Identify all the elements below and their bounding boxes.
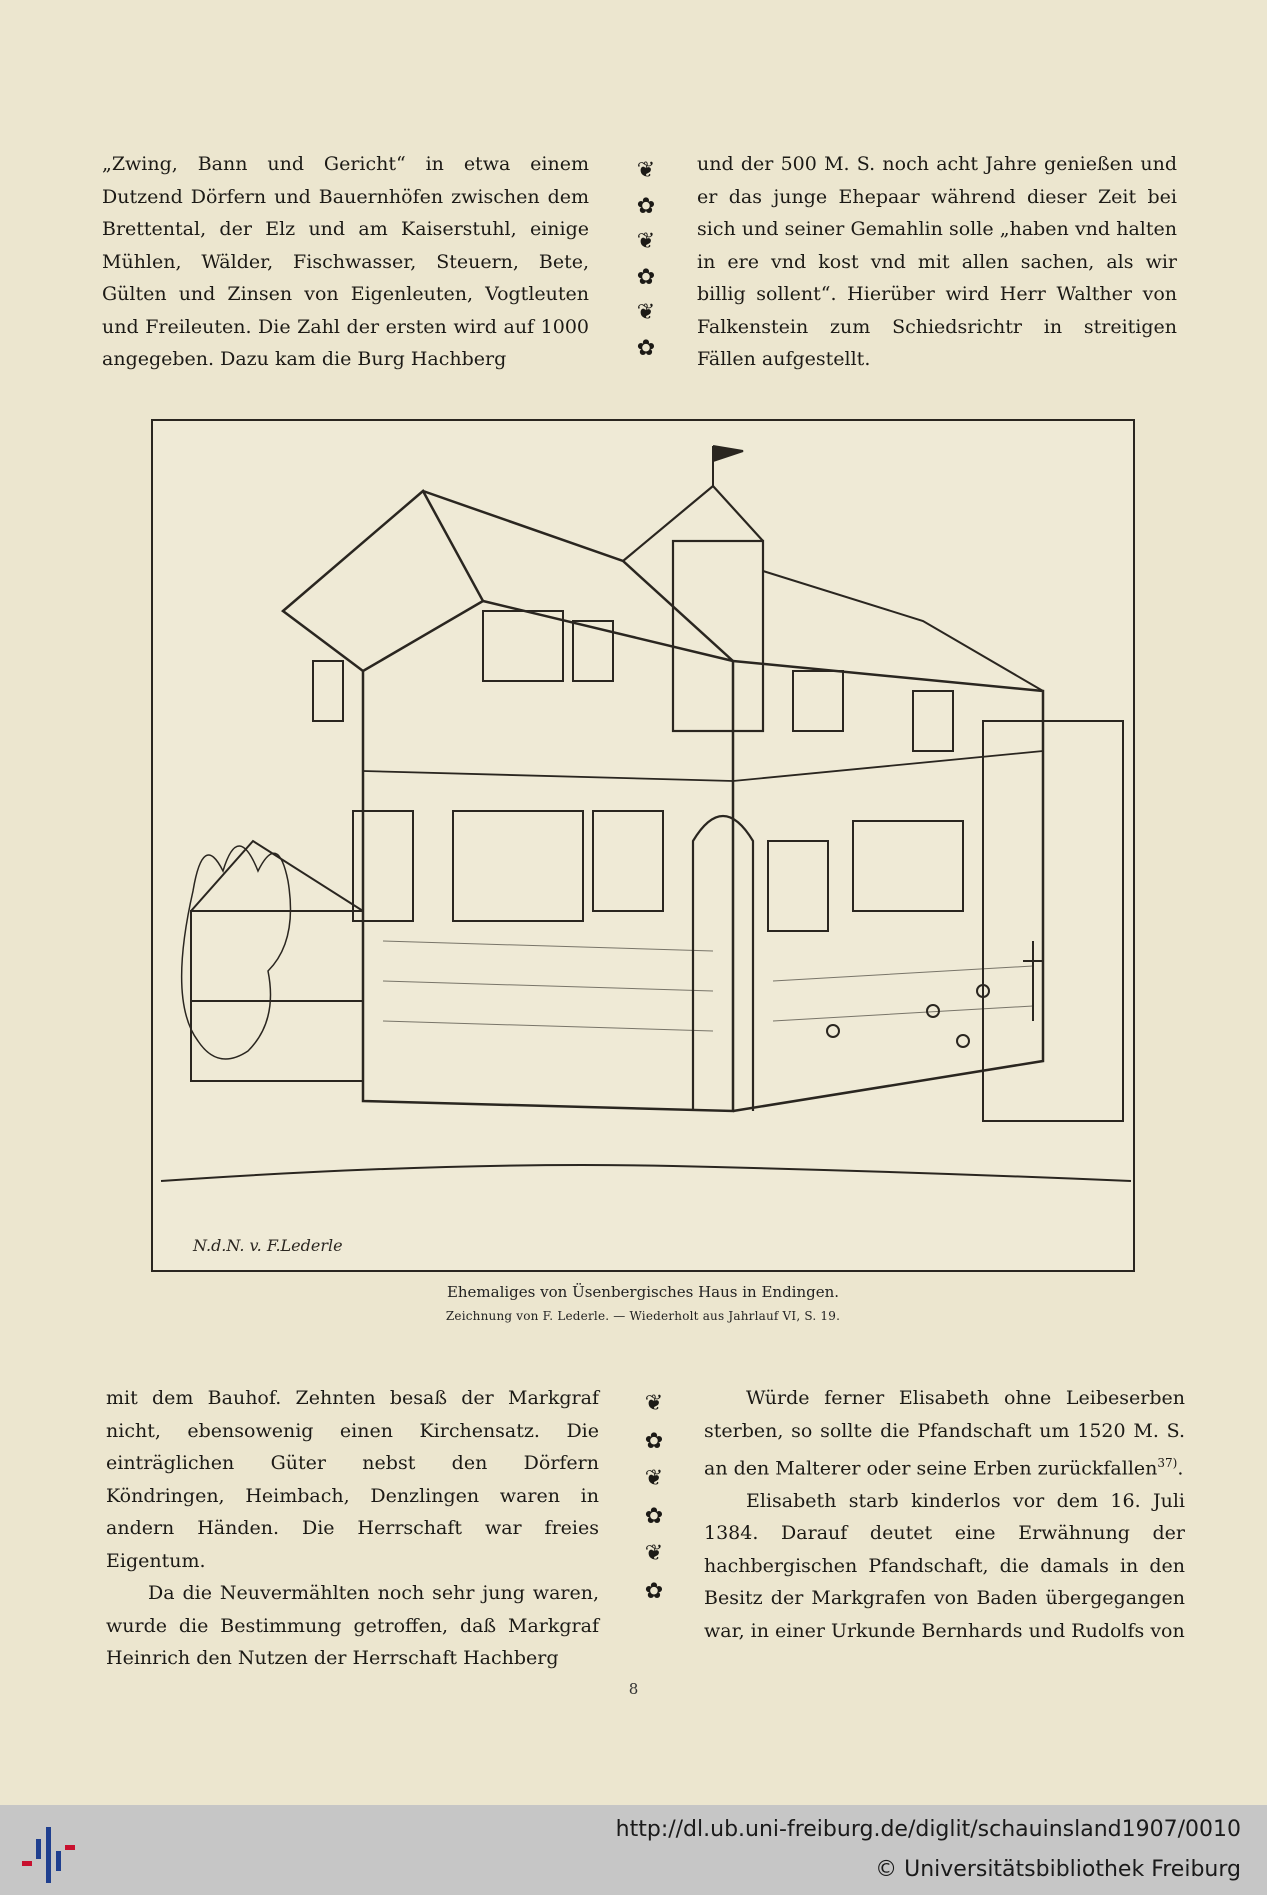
house-drawing — [153, 421, 1133, 1270]
paragraph: Würde ferner Elisabeth ohne Leibeserben sterben, so sollte die Pfandschaft um 1520 M. S. an den Malterer oder seine Erben zurückfallen$^{37)}$. — [704, 1387, 1185, 1480]
vertical-ornament-top: ❦ ✿ ❦ ✿ ❦ ✿ — [636, 158, 656, 361]
text-column-bottom-right — [704, 1382, 1185, 1647]
paragraph: „Zwing, Bann und Gericht“ in etwa einem Dutzend Dörfern und Bauernhöfen zwischen dem Brettental, der Elz und am Kaiserstuhl, einige Mühlen, Wälder, Fischwasser, Steuern, Bete, Gülten und Zinsen von Eigenleuten, Vogtleuten und Freileuten. Die Zahl der ersten wird auf 1000 angegeben. Dazu kam die Burg Hachberg — [102, 153, 589, 370]
paragraph: mit dem Bauhof. Zehnten besaß der Markgraf nicht, ebensowenig einen Kirchensatz. Die einträglichen Güter nebst den Dörfern Köndringen, Heimbach, Denzlingen waren in andern Händen. Die Herrschaft war freies Eigentum. — [106, 1387, 599, 1572]
figure-caption: Ehemaliges von Üsenbergisches Haus in Endingen. — [446, 1283, 840, 1301]
permalink-url[interactable]: http://dl.ub.uni-freiburg.de/diglit/schauinsland1907/0010 — [615, 1817, 1241, 1842]
footnote-ref[interactable]: 37) — [1157, 1456, 1178, 1470]
figure-credit: Zeichnung von F. Lederle. — Wiederholt aus Jahrlauf VI, S. 19. — [445, 1309, 841, 1323]
text-column-bottom-left — [106, 1382, 599, 1675]
library-logo-icon — [18, 1825, 78, 1885]
illustration-signature: N.d.N. v. F.Lederle — [193, 1236, 343, 1255]
text-column-top-right — [697, 148, 1177, 376]
paragraph: und der 500 M. S. noch acht Jahre genießen und er das junge Ehepaar während dieser Zeit bei sich und seiner Gemahlin solle „haben vnd halten in ere vnd kost vnd mit allen sachen, als wir billig sollent“. Hierüber wird Herr Walther von Falkenstein zum Schiedsrichtr in streitigen Fällen aufgestellt. — [697, 153, 1177, 370]
house-illustration — [151, 419, 1135, 1272]
text-column-top-left — [102, 148, 589, 376]
page-number: 8 — [628, 1680, 639, 1698]
copyright-notice: © Universitätsbibliothek Freiburg — [875, 1857, 1241, 1882]
vertical-ornament-bottom: ❦ ✿ ❦ ✿ ❦ ✿ — [644, 1391, 664, 1604]
paragraph: Elisabeth starb kinderlos vor dem 16. Juli 1384. Darauf deutet eine Erwähnung der hachbergischen Pfandschaft, die damals in den Besitz der Markgrafen von Baden übergegangen war, in einer Urkunde Bernhards und Rudolfs von — [704, 1489, 1185, 1642]
paragraph: Da die Neuvermählten noch sehr jung waren, wurde die Bestimmung getroffen, daß Markgraf Heinrich den Nutzen der Herrschaft Hachberg — [106, 1582, 599, 1669]
footer-bar — [0, 1805, 1267, 1895]
